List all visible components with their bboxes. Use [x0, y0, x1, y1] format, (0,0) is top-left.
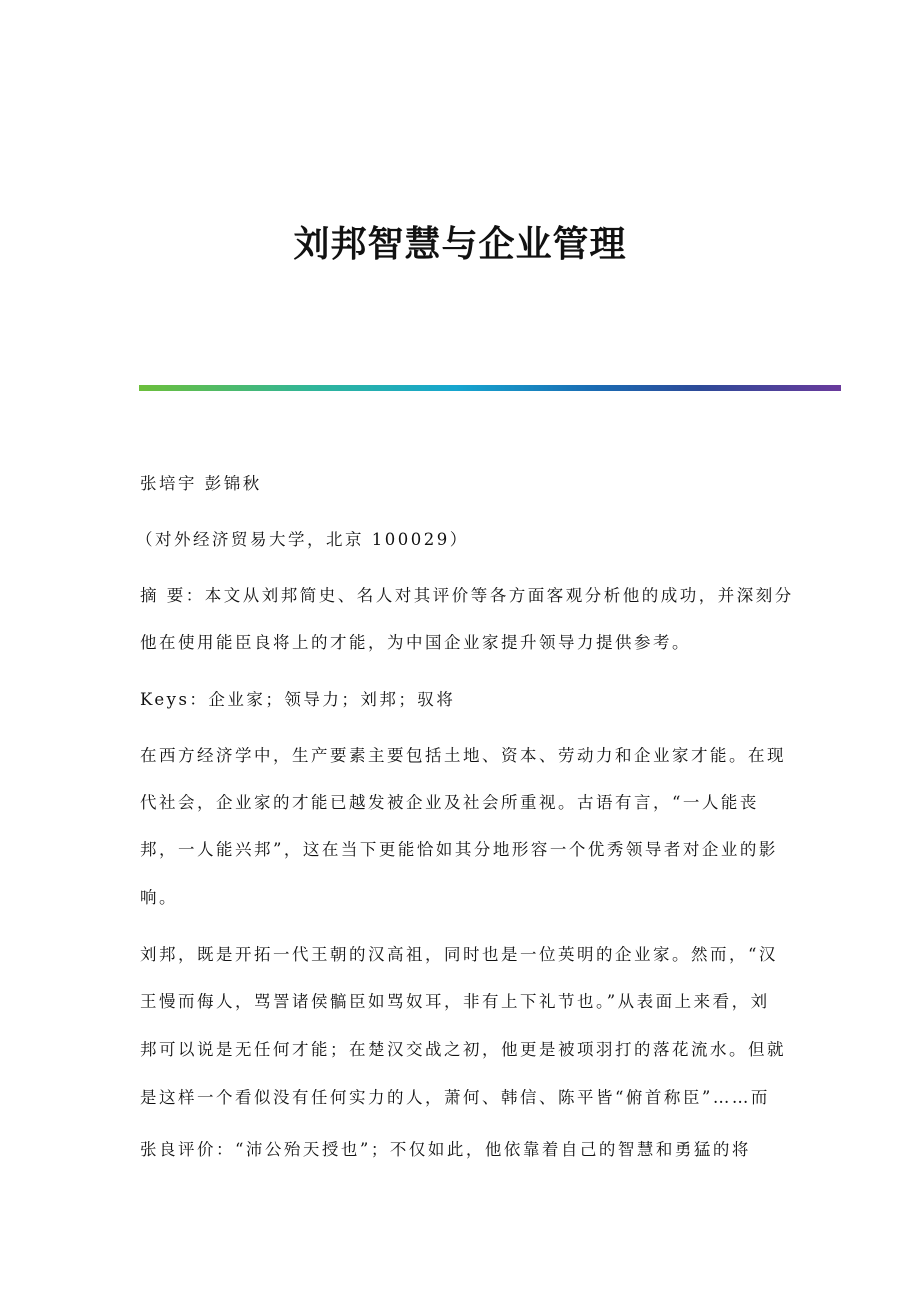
paragraph-line: 邦，一人能兴邦”，这在当下更能恰如其分地形容一个优秀领导者对企业的影 — [140, 840, 778, 859]
abstract-line: 摘 要：本文从刘邦简史、名人对其评价等各方面客观分析他的成功，并深刻分 — [140, 586, 794, 605]
paragraph-line: 响。 — [140, 888, 178, 907]
paragraph-line: 代社会，企业家的才能已越发被企业及社会所重视。古语有言，“一人能丧 — [140, 793, 759, 812]
paragraph-line: 在西方经济学中，生产要素主要包括土地、资本、劳动力和企业家才能。在现 — [140, 746, 786, 765]
abstract-line: 他在使用能臣良将上的才能，为中国企业家提升领导力提供参考。 — [140, 633, 691, 652]
document-title: 刘邦智慧与企业管理 — [293, 223, 627, 265]
paragraph-line: 邦可以说是无任何才能；在楚汉交战之初，他更是被项羽打的落花流水。但就 — [140, 1040, 786, 1059]
paragraph-line: 刘邦，既是开拓一代王朝的汉高祖，同时也是一位英明的企业家。然而，“汉 — [140, 945, 778, 964]
authors: 张培宇 彭锦秋 — [140, 474, 262, 493]
paragraph-line: 是这样一个看似没有任何实力的人，萧何、韩信、陈平皆“俯首称臣”……而 — [140, 1088, 770, 1107]
paragraph-line: 张良评价：“沛公殆天授也”；不仅如此，他依靠着自己的智慧和勇猛的将 — [140, 1140, 751, 1159]
decorative-gradient-divider — [139, 385, 841, 391]
affiliation: （对外经济贸易大学，北京 100029） — [136, 530, 469, 549]
paragraph-line: 王慢而侮人，骂詈诸侯髇臣如骂奴耳，非有上下礼节也。”从表面上来看，刘 — [140, 992, 770, 1011]
keywords: Keys：企业家；领导力；刘邦；驭将 — [140, 690, 456, 709]
